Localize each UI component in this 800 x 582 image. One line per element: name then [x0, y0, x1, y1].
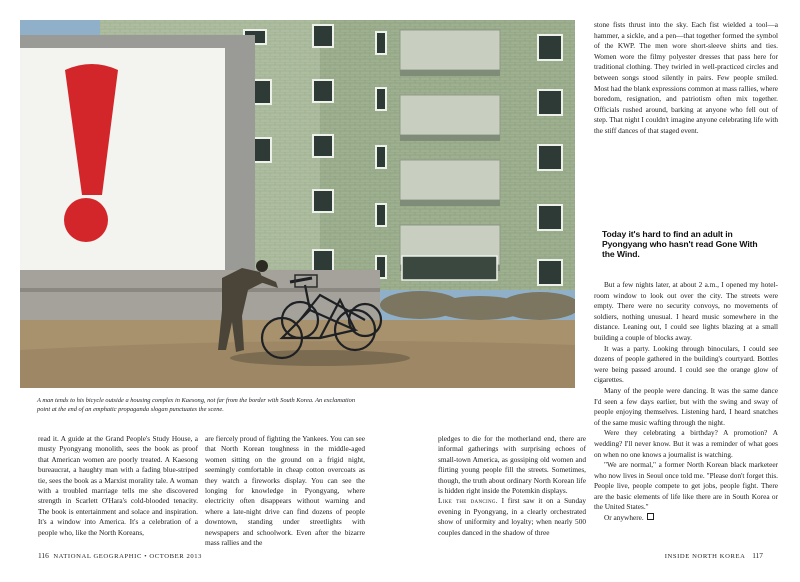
paragraph: Were they celebrating a birthday? A promotion? A wedding? I'll never know. But it was a reminder of what goes on when no one knows a journalist is watching.	[594, 428, 778, 459]
photo-caption: A man tends to his bicycle outside a housing complex in Kaesong, not far from the border with South Korea. An exclamation point at the end of an emphatic propaganda slogan punctuates the scene.	[37, 397, 356, 413]
section-leadin: Like the dancing.	[438, 496, 498, 506]
pull-quote: Today it's hard to find an adult in Pyongyang who hasn't read Gone With the Wind.	[602, 229, 758, 259]
folio-right	[665, 551, 763, 560]
column-text: read it. A guide at the Grand People's Study House, a musty Pyongyang monolith, sees the book as proof that American women are poorly treated. A Kaesong bureaucrat, a haughty man with a fading blue-striped tie, sees the book as a Marxist morality tale. A woman with a troubled marriage tells me she discovered strength in Scarlett O'Hara's cold-blooded tenacity. The book is entertainment and solace and inspiration. It's a window into America. It's a celebration of a people who, like the North Koreans,	[38, 434, 198, 537]
closing-paragraph	[594, 513, 778, 524]
page-number: 117	[752, 551, 763, 560]
column-text: pledges to die for the motherland end, there are informal gatherings with surprising echoes of small-town America, as gossiping old women and flirting young people fill the streets. Sometimes, though, the truth about ordinary North Korean life is hidden right inside the Potemkin displays.	[438, 434, 586, 496]
page-number: 116	[38, 551, 49, 560]
paragraph: "We are normal," a former North Korean black marketeer who now lives in Seoul once told me. "Please don't forget this. People live, people compete to get jobs, people fight. There are the basic elements of life like there are in South Korea or the United States."	[594, 460, 778, 512]
right-column-bottom	[594, 280, 778, 524]
folio-text: NATIONAL GEOGRAPHIC • OCTOBER 2013	[53, 553, 203, 560]
paragraph: It was a party. Looking through binoculars, I could see dozens of people gathered in the building's courtyard. Bottles were being passed around. I could see the orange glow of cigarettes.	[594, 343, 778, 385]
column-text: are fiercely proud of fighting the Yankees. You can see that North Korean toughness in the middle-aged women sitting on the ground on a frigid night, seemingly comfortable in cheap cotton overcoats as they watch a fireworks display. You can see the longing for knowledge in Pyongyang, where electricity often disappears without warning and where a late-night drive can find dozens of people downtown, standing under streetlights with newspapers and schoolwork. Even after the bizarre mass rallies and the	[205, 434, 365, 548]
end-mark-icon	[647, 513, 654, 520]
section-paragraph	[438, 496, 586, 538]
column-text: stone fists thrust into the sky. Each fist wielded a tool—a hammer, a sickle, and a pen—that together formed the symbol of the KWP. The men wore short-sleeve shirts and ties. Women wore the filmy polyester dresses that pass here for traditional clothing. They twirled in well-practiced circles and between songs stood silently in pairs. Few people smiled. Most had the blank expressions common at mass rallies, where boredom, resignation, and patriotism often mix together. Officials rushed around, barking at anyone who fell out of step. That night I couldn't imagine anyone celebrating life with the stiff dances of that staged event.	[594, 20, 779, 135]
folio-left	[38, 551, 202, 560]
column-text: I first saw it on a Sunday evening in Pyongyang, in a clearly orchestrated show of uniformity and loyalty; when nearly 500 couples danced in the shadow of three	[438, 496, 586, 537]
closing-text: Or anywhere.	[604, 513, 644, 523]
photograph	[20, 20, 575, 388]
body-column-2	[205, 434, 365, 548]
folio-text: INSIDE NORTH KOREA	[664, 553, 746, 560]
body-column-3	[438, 434, 586, 538]
body-column-1	[38, 434, 198, 538]
right-column-top	[594, 20, 778, 137]
paragraph: But a few nights later, at about 2 a.m., I opened my hotel-room window to look out over the city. The streets were empty. There were no security convoys, no movements of soldiers, nothing unusual. I heard music somewhere in the distance. Leaning out, I could see lights blazing at a small building a couple of blocks away.	[594, 280, 778, 342]
paragraph: Many of the people were dancing. It was the same dance I'd seen a few days earlier, but with the swing and sway of people enjoying themselves. Listening hard, I heard snatches of the same music wafting through the night.	[594, 385, 778, 427]
